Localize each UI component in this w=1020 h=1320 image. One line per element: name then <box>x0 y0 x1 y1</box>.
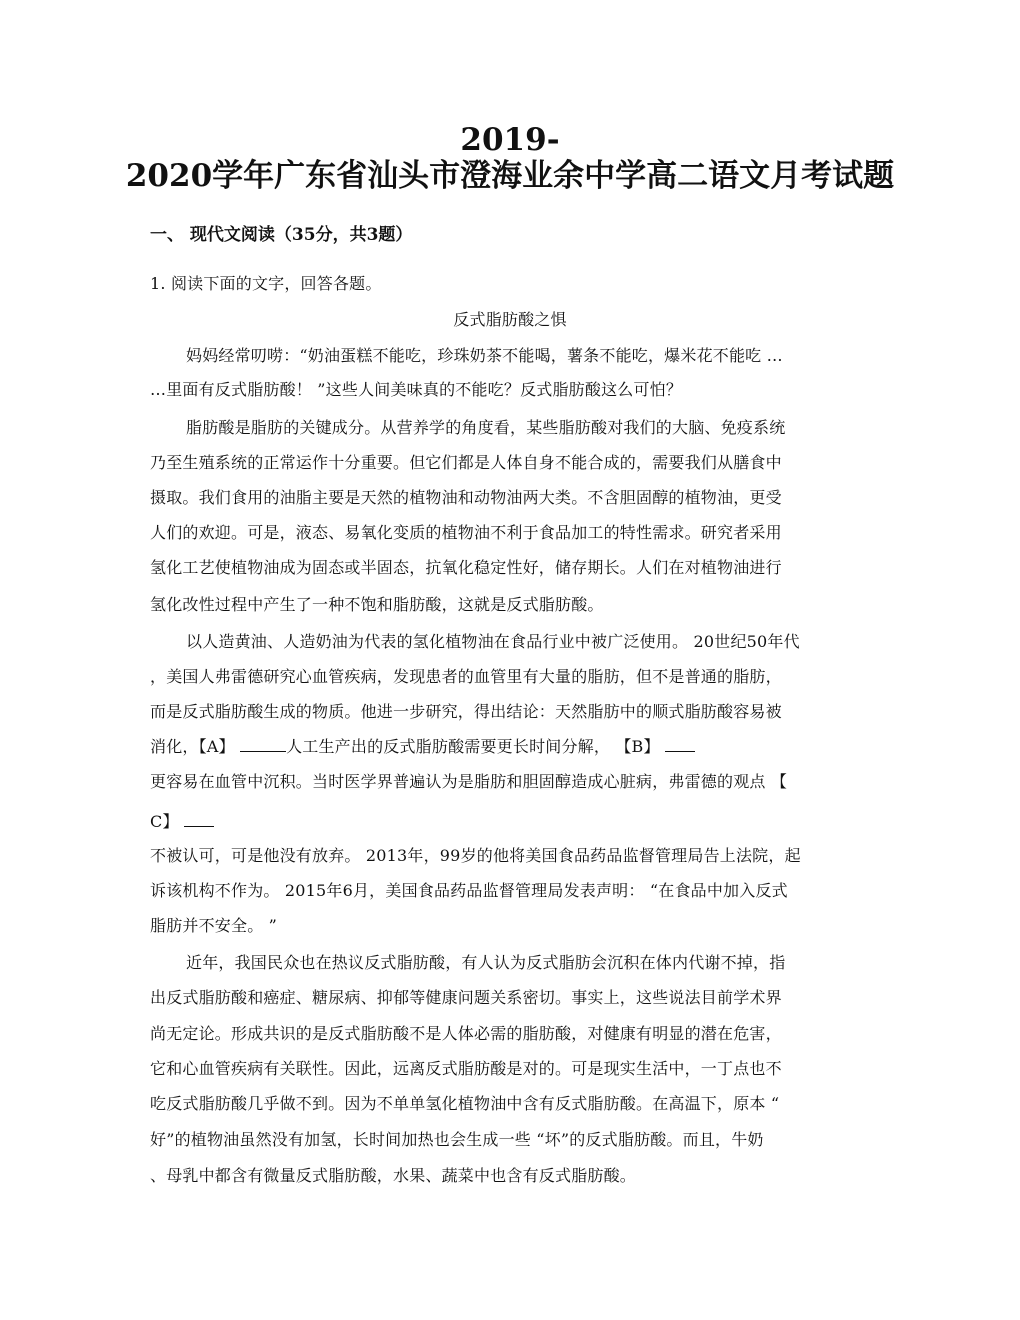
blank-a[interactable] <box>240 737 286 752</box>
text-line: 近年，我国民众也在热议反式脂肪酸，有人认为反式脂肪会沉积在体内代谢不掉，指 <box>186 953 786 972</box>
text-segment: 消化，【A】 <box>150 737 235 756</box>
text-line: 更容易在血管中沉积。当时医学界普遍认为是脂肪和胆固醇造成心脏病，弗雷德的观点 【 <box>150 772 788 791</box>
text-line: 它和心血管疾病有关联性。因此，远离反式脂肪酸是对的。可是现实生活中，一丁点也不 <box>150 1059 782 1078</box>
text-line <box>150 812 214 832</box>
question-intro: 1. 阅读下面的文字，回答各题。 <box>150 274 382 293</box>
section-heading: 一、 现代文阅读（35分，共3题） <box>150 225 413 245</box>
text-line: 好”的植物油虽然没有加氢，长时间加热也会生成一些 “坏”的反式脂肪酸。而且，牛奶 <box>150 1130 764 1149</box>
blank-c[interactable] <box>184 812 214 827</box>
title-line-2: 2020学年广东省汕头市澄海业余中学高二语文月考试题 <box>125 158 895 194</box>
text-line: 脂肪酸是脂肪的关键成分。从营养学的角度看，某些脂肪酸对我们的大脑、免疫系统 <box>186 418 786 437</box>
text-segment: 人工生产出的反式脂肪酸需要更长时间分解， 【B】 <box>286 737 660 756</box>
text-line: 出反式脂肪酸和癌症、糖尿病、抑郁等健康问题关系密切。事实上，这些说法目前学术界 <box>150 988 782 1007</box>
text-line: 脂肪并不安全。 ” <box>150 916 278 935</box>
text-line: 妈妈经常叨唠：“奶油蛋糕不能吃，珍珠奶茶不能喝，薯条不能吃，爆米花不能吃 … <box>186 346 783 365</box>
text-line: ，美国人弗雷德研究心血管疾病，发现患者的血管里有大量的脂肪，但不是普通的脂肪， <box>150 667 782 686</box>
text-line: 而是反式脂肪酸生成的物质。他进一步研究，得出结论：天然脂肪中的顺式脂肪酸容易被 <box>150 702 782 721</box>
text-line: 人们的欢迎。可是，液态、易氧化变质的植物油不利于食品加工的特性需求。研究者采用 <box>150 523 782 542</box>
text-line: 氢化工艺使植物油成为固态或半固态，抗氧化稳定性好，储存期长。人们在对植物油进行 <box>150 558 782 577</box>
text-line: 乃至生殖系统的正常运作十分重要。但它们都是人体自身不能合成的，需要我们从膳食中 <box>150 453 782 472</box>
text-line: …里面有反式脂肪酸！ ”这些人间美味真的不能吃？反式脂肪酸这么可怕？ <box>150 380 683 399</box>
text-line: 诉该机构不作为。 2015年6月，美国食品药品监督管理局发表声明： “在食品中加入反式 <box>150 881 788 900</box>
text-line: 不被认可，可是他没有放弃。 2013年，99岁的他将美国食品药品监督管理局告上法院，起 <box>150 846 801 865</box>
text-line: 氢化改性过程中产生了一种不饱和脂肪酸，这就是反式脂肪酸。 <box>150 595 604 614</box>
text-line: 以人造黄油、人造奶油为代表的氢化植物油在食品行业中被广泛使用。 20世纪50年代 <box>186 632 800 651</box>
text-line: 摄取。我们食用的油脂主要是天然的植物油和动物油两大类。不含胆固醇的植物油，更受 <box>150 488 782 507</box>
blank-b[interactable] <box>665 737 695 752</box>
text-line <box>150 737 695 757</box>
text-line: 尚无定论。形成共识的是反式脂肪酸不是人体必需的脂肪酸，对健康有明显的潜在危害， <box>150 1024 782 1043</box>
text-line: 、母乳中都含有微量反式脂肪酸，水果、蔬菜中也含有反式脂肪酸。 <box>150 1166 637 1185</box>
title-line-1: 2019- <box>460 122 560 158</box>
text-line: 吃反式脂肪酸几乎做不到。因为不单单氢化植物油中含有反式脂肪酸。在高温下，原本 “ <box>150 1094 780 1113</box>
article-title: 反式脂肪酸之惧 <box>453 310 567 329</box>
text-segment: C】 <box>150 812 179 831</box>
